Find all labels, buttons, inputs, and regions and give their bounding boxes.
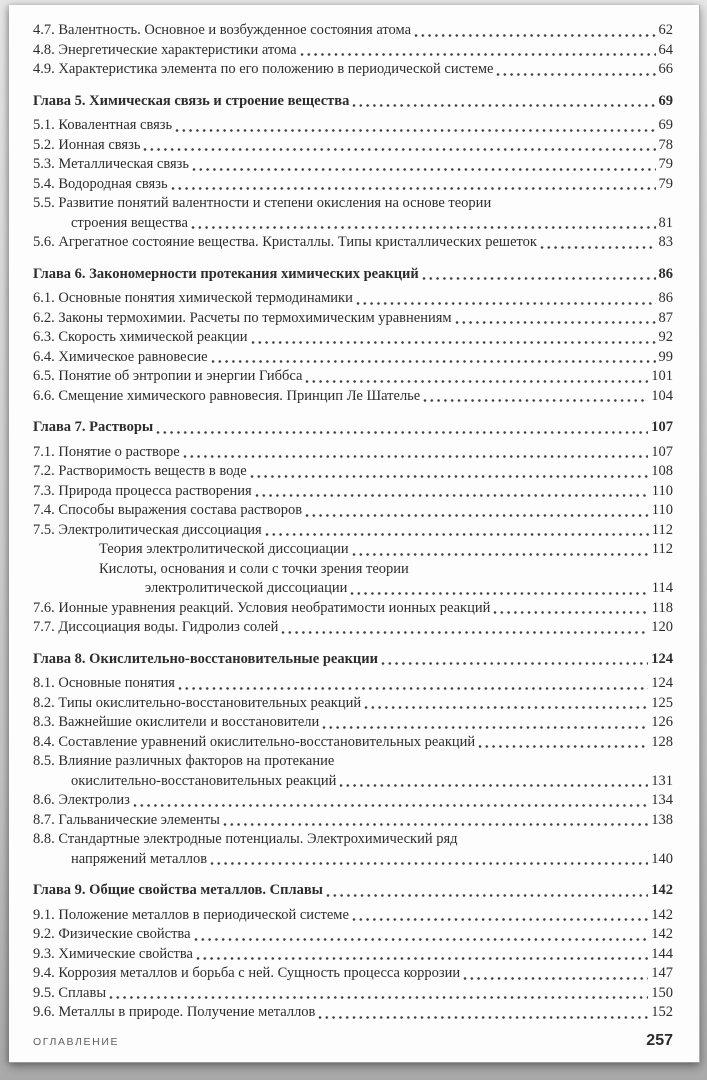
page-footer [33, 1032, 673, 1050]
toc-entry-title: 7.6. Ионные уравнения реакций. Условия необратимости ионных реакций [33, 599, 491, 616]
dot-leader [178, 686, 648, 691]
toc-entry-line: 8.5. Влияние различных факторов на протекание [33, 753, 335, 769]
toc-entry-last-line [33, 367, 673, 387]
dot-leader [281, 630, 648, 635]
toc-entry-page-number: 114 [651, 580, 673, 596]
toc-entry-title: 5.2. Ионная связь [33, 136, 141, 153]
toc-chapter-heading [33, 418, 673, 438]
dot-leader [133, 803, 648, 808]
toc-entry-title: 5.4. Водородная связь [33, 175, 168, 192]
toc-entry-page-number: 64 [658, 41, 673, 58]
toc-entry-page-number: 79 [658, 175, 673, 192]
toc-entry-title: 7.3. Природа процесса растворения [33, 482, 252, 499]
toc-entry-title: 7.5. Электролитическая диссоциация [33, 521, 262, 538]
toc-entry-last-line [33, 309, 673, 329]
toc-entry-page-number: 92 [658, 329, 673, 345]
toc-entry-page-number: 126 [651, 714, 673, 730]
toc-entry [33, 194, 673, 233]
toc-entry-page-number: 78 [658, 136, 673, 153]
dot-leader [352, 917, 648, 922]
toc-entry-last-line [33, 811, 673, 831]
toc-entry-last-line [33, 579, 673, 599]
toc-entry-title: 6.2. Законы термохимии. Расчеты по термохимическим уравнениям [33, 309, 452, 326]
toc-entry [33, 618, 673, 638]
toc-entry-last-line [33, 650, 673, 670]
toc-entry-page-number: 110 [651, 502, 673, 518]
toc-entry [33, 521, 673, 541]
toc-entry [33, 501, 673, 521]
toc-entry-title: Глава 7. Растворы [33, 419, 154, 435]
dot-leader [210, 861, 648, 866]
dot-leader [326, 893, 648, 898]
toc-entry-page-number: 66 [658, 61, 673, 77]
toc-entry-last-line [33, 41, 673, 61]
toc-entry-title: 6.3. Скорость химической реакции [33, 329, 248, 345]
dot-leader [143, 147, 655, 152]
dot-leader [265, 532, 649, 537]
toc-entry [33, 328, 673, 348]
dot-leader [414, 33, 655, 38]
toc-entry-last-line [33, 599, 673, 619]
dot-leader [223, 822, 648, 827]
toc-entry-title: 6.6. Смещение химического равновесия. Принцип Ле Шателье [33, 387, 421, 404]
dot-leader [191, 225, 656, 230]
toc-entry [33, 733, 673, 753]
toc-entry [33, 289, 673, 309]
table-of-contents [33, 21, 673, 1023]
toc-chapter-heading [33, 650, 673, 670]
dot-leader [109, 995, 648, 1000]
toc-entry [33, 811, 673, 831]
toc-entry-last-line [33, 482, 673, 502]
toc-entry-title: 6.4. Химическое равновесие [33, 348, 208, 365]
dot-leader [183, 454, 649, 459]
toc-section [33, 881, 673, 1023]
toc-entry-last-line [33, 60, 673, 80]
toc-entry [33, 540, 673, 560]
dot-leader [352, 552, 649, 557]
toc-entry-page-number: 124 [651, 650, 673, 667]
toc-entry-last-line [33, 733, 673, 753]
toc-entry-page-number: 108 [651, 463, 673, 479]
toc-entry-title: 8.6. Электролиз [33, 792, 130, 808]
toc-chapter-heading [33, 881, 673, 901]
book-page [9, 5, 700, 1063]
toc-entry [33, 155, 673, 175]
toc-entry-title: 5.1. Ковалентная связь [33, 117, 173, 133]
toc-entry [33, 367, 673, 387]
toc-entry-title: 9.1. Положение металлов в периодической системе [33, 906, 349, 923]
toc-entry-title: 4.9. Характеристика элемента по его положению в периодической системе [33, 61, 494, 77]
dot-leader [255, 493, 649, 498]
toc-entry-page-number: 87 [658, 309, 673, 326]
toc-entry-last-line [33, 21, 673, 41]
toc-entry [33, 925, 673, 945]
toc-entry-page-number: 86 [658, 290, 673, 306]
toc-entry-page-number: 142 [651, 906, 673, 923]
toc-entry-page-number: 120 [651, 619, 673, 635]
toc-entry-page-number: 104 [651, 387, 673, 404]
toc-entry-title: 8.7. Гальванические элементы [33, 811, 220, 828]
toc-entry [33, 233, 673, 253]
dot-leader [339, 783, 648, 788]
toc-entry-title: Глава 6. Закономерности протекания химических реакций [33, 265, 419, 282]
dot-leader [352, 103, 655, 108]
toc-entry-title: напряжений металлов [71, 850, 208, 867]
toc-entry-page-number: 101 [651, 368, 673, 384]
toc-entry-title: 6.1. Основные понятия химической термодинамики [33, 290, 353, 306]
toc-entry-page-number: 62 [658, 22, 673, 38]
toc-chapter-heading [33, 92, 673, 112]
dot-leader [194, 937, 649, 942]
dot-leader [455, 320, 656, 325]
toc-entry-last-line [33, 925, 673, 945]
toc-entry-last-line [33, 881, 673, 901]
toc-entry-last-line [33, 540, 673, 560]
toc-entry [33, 964, 673, 984]
dot-leader [493, 610, 648, 615]
toc-section [33, 21, 673, 80]
toc-entry [33, 482, 673, 502]
toc-entry-page-number: 125 [651, 694, 673, 711]
dot-leader [423, 398, 648, 403]
page-number: 257 [646, 1032, 673, 1049]
toc-entry [33, 116, 673, 136]
toc-entry-page-number: 124 [651, 675, 673, 691]
toc-entry [33, 41, 673, 61]
toc-entry-last-line [33, 713, 673, 733]
dot-leader [305, 513, 649, 518]
dot-leader [196, 956, 648, 961]
toc-entry-page-number: 138 [651, 811, 673, 828]
toc-entry-title: 6.5. Понятие об энтропии и энергии Гиббса [33, 368, 303, 384]
toc-entry [33, 599, 673, 619]
toc-entry [33, 136, 673, 156]
toc-entry-line: 8.8. Стандартные электродные потенциалы. Электрохимический ряд [33, 831, 458, 847]
toc-entry-title: 8.4. Составление уравнений окислительно-восстановительных реакций [33, 733, 476, 750]
toc-entry-page-number: 131 [651, 772, 673, 789]
toc-entry-last-line [33, 674, 673, 694]
toc-entry-page-number: 69 [658, 117, 673, 133]
toc-entry-last-line [33, 136, 673, 156]
toc-entry [33, 175, 673, 195]
toc-entry-page-number: 118 [651, 599, 673, 616]
toc-entry [33, 830, 673, 869]
dot-leader [478, 744, 648, 749]
toc-entry-page-number: 110 [651, 482, 673, 499]
toc-entry [33, 560, 673, 599]
toc-entry-title: 5.6. Агрегатное состояние вещества. Кристаллы. Типы кристаллических решеток [33, 234, 537, 250]
dot-leader [175, 128, 655, 133]
toc-entry [33, 752, 673, 791]
toc-entry-page-number: 140 [651, 850, 673, 867]
toc-entry-last-line [33, 984, 673, 1004]
toc-entry-last-line [33, 791, 673, 811]
toc-entry-title: 9.5. Сплавы [33, 984, 107, 1001]
toc-entry [33, 906, 673, 926]
toc-section [33, 265, 673, 407]
toc-entry-title: окислительно-восстановительных реакций [71, 772, 337, 789]
toc-entry-last-line [33, 618, 673, 638]
toc-entry-page-number: 150 [651, 984, 673, 1001]
dot-leader [211, 359, 656, 364]
toc-entry-last-line [33, 1003, 673, 1023]
toc-section [33, 418, 673, 638]
toc-entry-last-line [33, 850, 673, 870]
dot-leader [251, 340, 656, 345]
toc-entry-title: электролитической диссоциации [145, 580, 348, 596]
toc-entry-page-number: 86 [658, 265, 673, 282]
toc-entry [33, 309, 673, 329]
toc-entry-last-line [33, 694, 673, 714]
toc-entry-title: Глава 8. Окислительно-восстановительные реакции [33, 650, 378, 667]
toc-entry [33, 674, 673, 694]
toc-entry-page-number: 142 [651, 926, 673, 942]
toc-entry-page-number: 99 [658, 348, 673, 365]
toc-entry-last-line [33, 945, 673, 965]
toc-section [33, 92, 673, 253]
toc-entry-title: 7.4. Способы выражения состава растворов [33, 502, 303, 518]
toc-entry-last-line [33, 289, 673, 309]
toc-entry-last-line [33, 462, 673, 482]
dot-leader [318, 1015, 648, 1020]
toc-entry-title: 7.7. Диссоциация воды. Гидролиз солей [33, 619, 279, 635]
toc-entry-title: строения вещества [71, 214, 188, 231]
toc-entry-title: 8.3. Важнейшие окислители и восстановители [33, 714, 320, 730]
toc-entry-title: 9.2. Физические свойства [33, 926, 191, 942]
toc-chapter-heading [33, 265, 673, 285]
toc-entry-last-line [33, 443, 673, 463]
toc-entry-last-line [33, 964, 673, 984]
toc-entry [33, 984, 673, 1004]
dot-leader [322, 725, 648, 730]
toc-entry-last-line [33, 387, 673, 407]
toc-entry [33, 945, 673, 965]
toc-entry-title: 9.4. Коррозия металлов и борьба с ней. Сущность процесса коррозии [33, 965, 461, 981]
dot-leader [192, 167, 655, 172]
toc-entry-last-line [33, 175, 673, 195]
dot-leader [381, 661, 648, 666]
dot-leader [250, 474, 649, 479]
toc-entry-page-number: 112 [651, 521, 673, 538]
toc-entry-last-line [33, 92, 673, 112]
toc-entry-line: 5.5. Развитие понятий валентности и степени окисления на основе теории [33, 195, 492, 211]
toc-entry-title: Глава 9. Общие свойства металлов. Сплавы [33, 882, 323, 898]
toc-entry-title: Теория электролитической диссоциации [99, 541, 349, 557]
toc-entry-last-line [33, 328, 673, 348]
toc-entry [33, 348, 673, 368]
toc-entry-title: 7.2. Растворимость веществ в воде [33, 463, 247, 479]
toc-entry-last-line [33, 772, 673, 792]
toc-entry-title: 7.1. Понятие о растворе [33, 443, 180, 460]
toc-entry-last-line [33, 521, 673, 541]
toc-entry [33, 694, 673, 714]
dot-leader [356, 301, 656, 306]
toc-entry-title: 9.3. Химические свойства [33, 945, 193, 962]
toc-entry-page-number: 107 [651, 419, 673, 435]
toc-entry-page-number: 147 [651, 965, 673, 981]
toc-entry-title: 4.8. Энергетические характеристики атома [33, 41, 297, 58]
toc-entry-page-number: 83 [658, 234, 673, 250]
toc-entry [33, 713, 673, 733]
toc-section [33, 650, 673, 870]
dot-leader [422, 276, 656, 281]
toc-entry-title: 4.7. Валентность. Основное и возбужденное состояния атома [33, 22, 412, 38]
toc-entry-title: Глава 5. Химическая связь и строение вещества [33, 92, 350, 109]
toc-entry-page-number: 112 [651, 541, 673, 557]
toc-entry-line: Кислоты, основания и соли с точки зрения теории [99, 560, 409, 577]
toc-entry-last-line [33, 418, 673, 438]
toc-entry-title: 8.1. Основные понятия [33, 675, 175, 691]
toc-entry-page-number: 152 [651, 1004, 673, 1020]
toc-entry-last-line [33, 348, 673, 368]
toc-entry-last-line [33, 233, 673, 253]
toc-entry-page-number: 142 [651, 882, 673, 898]
toc-entry [33, 462, 673, 482]
dot-leader [350, 591, 648, 596]
toc-entry [33, 21, 673, 41]
toc-entry-page-number: 79 [658, 156, 673, 172]
toc-entry-last-line [33, 906, 673, 926]
toc-entry-page-number: 81 [658, 214, 673, 231]
toc-entry-title: 8.2. Типы окислительно-восстановительных реакций [33, 694, 362, 711]
toc-entry-title: 5.3. Металлическая связь [33, 156, 190, 172]
toc-entry [33, 60, 673, 80]
toc-entry-last-line [33, 155, 673, 175]
toc-entry [33, 1003, 673, 1023]
dot-leader [540, 245, 656, 250]
dot-leader [171, 186, 656, 191]
toc-entry-last-line [33, 265, 673, 285]
toc-entry-page-number: 134 [651, 792, 673, 808]
dot-leader [463, 976, 648, 981]
toc-entry-page-number: 107 [651, 443, 673, 460]
toc-entry-page-number: 69 [658, 92, 673, 109]
toc-entry-page-number: 144 [651, 945, 673, 962]
toc-entry [33, 791, 673, 811]
footer-section-label: ОГЛАВЛЕНИЕ [33, 1036, 120, 1048]
toc-entry-title: 9.6. Металлы в природе. Получение металлов [33, 1004, 316, 1020]
toc-entry-page-number: 128 [651, 733, 673, 750]
toc-entry-last-line [33, 501, 673, 521]
dot-leader [496, 72, 655, 77]
dot-leader [300, 52, 656, 57]
dot-leader [156, 430, 648, 435]
dot-leader [305, 379, 648, 384]
toc-entry-last-line [33, 116, 673, 136]
toc-entry [33, 443, 673, 463]
toc-entry-last-line [33, 214, 673, 234]
toc-entry [33, 387, 673, 407]
dot-leader [364, 705, 648, 710]
